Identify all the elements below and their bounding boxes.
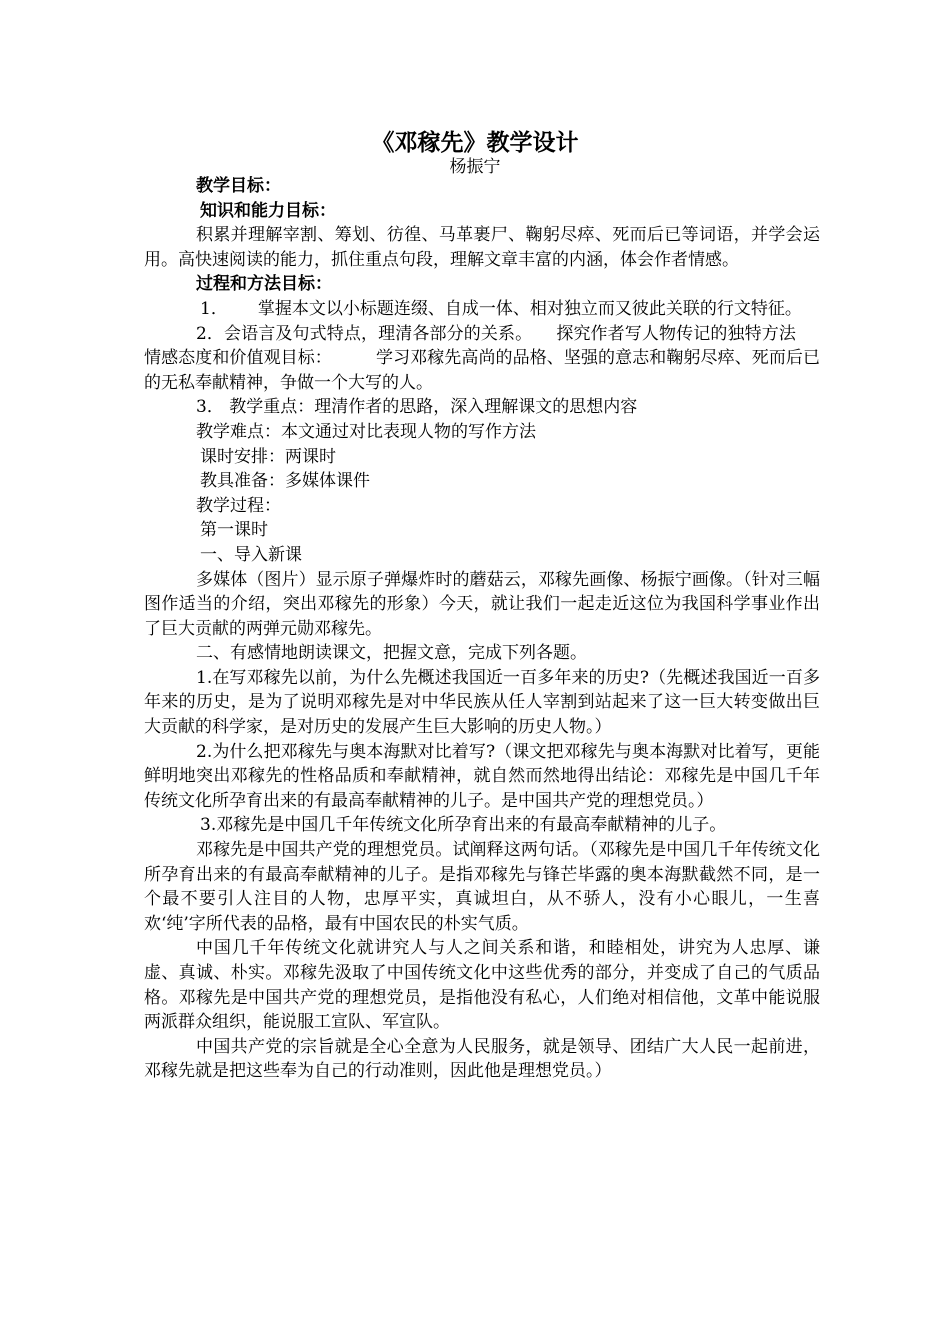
- paragraph: [144, 297, 820, 322]
- section-heading: 二、有感情地朗读课文，把握文意，完成下列各题。: [196, 643, 587, 664]
- list-text: 掌握本文以小标题连缀、自成一体、相对独立而又彼此关联的行文特征。: [257, 298, 802, 319]
- paragraph-part: 探究作者写人物传记的独特方法: [556, 323, 796, 344]
- paragraph: 积累并理解宰割、筹划、彷徨、马革裹尸、鞠躬尽瘁、死而后已等词语，并学会运用。高快速阅读的能力，抓住重点句段，理解文章丰富的内涵，体会作者情感。: [144, 225, 820, 270]
- paragraph: 教学难点：本文通过对比表现人物的写作方法: [196, 421, 536, 442]
- paragraph-part: 情感态度和价值观目标：: [144, 348, 332, 369]
- document-body: [144, 174, 820, 1084]
- paragraph-part: 2．会语言及句式特点，理清各部分的关系。: [196, 323, 533, 344]
- paragraph: 3.邓稼先是中国几千年传统文化所孕育出来的有最高奉献精神的儿子。: [200, 815, 727, 836]
- paragraph: 第一课时: [200, 520, 268, 541]
- paragraph: 1.在写邓稼先以前，为什么先概述我国近一百多年来的历史?（先概述我国近一百多年来的历史，是为了说明邓稼先是对中华民族从任人宰割到站起来了这一巨大转变做出巨大贡献的科学家，是对历史的发展产生巨大影响的历史人物。）: [144, 667, 820, 738]
- paragraph: [144, 322, 820, 396]
- list-number: 1．: [200, 298, 228, 319]
- paragraph: 中国共产党的宗旨就是全心全意为人民服务，就是领导、团结广大人民一起前进，邓稼先就是把这些奉为自己的行动准则，因此他是理想党员。）: [144, 1036, 820, 1082]
- paragraph: 邓稼先是中国共产党的理想党员。试阐释这两句话。（邓稼先是中国几千年传统文化所孕育出来的有最高奉献精神的儿子。是指邓稼先与锋芒毕露的奥本海默截然不同，是一个最不要引人注目的人物，忠厚平实，真诚坦白，从不骄人，没有小心眼儿，一生喜欢‘纯’字所代表的品格，最有中国农民的朴实气质。: [144, 840, 820, 934]
- paragraph: 教学过程：: [196, 495, 281, 516]
- author-name: 杨振宁: [449, 157, 501, 177]
- paragraph: 课时安排：两课时: [200, 446, 336, 467]
- paragraph: 3． 教学重点：理清作者的思路，深入理解课文的思想内容: [196, 397, 638, 418]
- section-heading: 一、导入新课: [200, 544, 302, 565]
- heading-process-goals: 过程和方法目标：: [196, 274, 332, 295]
- paragraph: 中国几千年传统文化就讲究人与人之间关系和谐，和睦相处，讲究为人忠厚、谦虚、真诚、朴实。邓稼先汲取了中国传统文化中这些优秀的部分，并变成了自己的气质品格。邓稼先是中国共产党的理想党员，是指他没有私心，人们绝对相信他，文革中能说服两派群众组织，能说服工宣队、军宣队。: [144, 938, 820, 1033]
- paragraph: 教具准备：多媒体课件: [200, 471, 370, 492]
- paragraph: 多媒体（图片）显示原子弹爆炸时的蘑菇云，邓稼先画像、杨振宁画像。（针对三幅图作适当的介绍，突出邓稼先的形象）今天，就让我们一起走近这位为我国科学事业作出了巨大贡献的两弹元勋邓稼先。: [144, 569, 820, 639]
- heading-teaching-goals: 教学目标：: [196, 176, 281, 196]
- paragraph-part: 学习邓稼先高尚的品格、坚强的意志和鞠躬尽瘁、死而后已的无私奉献精神，争做一个大写的人。: [144, 348, 821, 393]
- paragraph: 2.为什么把邓稼先与奥本海默对比着写?（课文把邓稼先与奥本海默对比着写，更能鲜明地突出邓稼先的性格品质和奉献精神，就自然而然地得出结论：邓稼先是中国几千年传统文化所孕育出来的有最高奉献精神的儿子。是中国共产党的理想党员。）: [144, 741, 820, 811]
- document-title: 《邓稼先》教学设计: [371, 129, 579, 156]
- heading-knowledge-goals: 知识和能力目标：: [200, 200, 336, 221]
